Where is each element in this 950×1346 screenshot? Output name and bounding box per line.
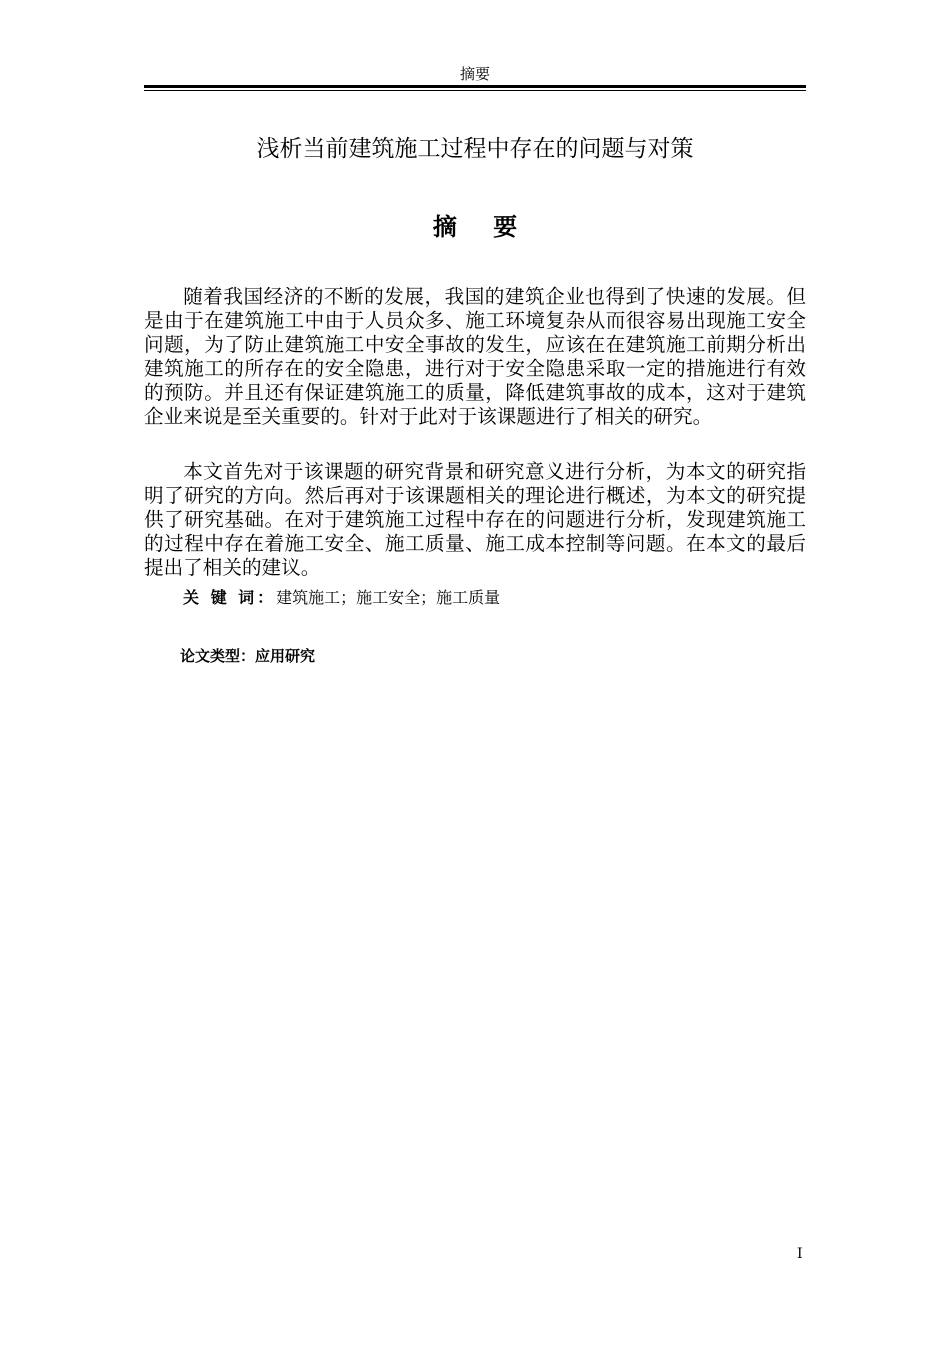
abstract-paragraph-1: 随着我国经济的不断的发展，我国的建筑企业也得到了快速的发展。但是由于在建筑施工中由于人员众多、施工环境复杂从而很容易出现施工安全问题，为了防止建筑施工中安全事故的发生，应该在在建筑施工前期分析出建筑施工的所存在的安全隐患，进行对于安全隐患采取一定的措施进行有效的预防。并且还有保证建筑施工的质量，降低建筑事故的成本，这对于建筑企业来说是至关重要的。针对于此对于该课题进行了相关的研究。 [144,285,806,428]
running-header: 摘要 [459,65,490,83]
header-rule-thin [144,90,806,91]
document-title: 浅析当前建筑施工过程中存在的问题与对策 [256,136,694,162]
page-number: I [797,1246,803,1262]
keywords-label: 关 键 词： [183,588,277,607]
paper-type: 论文类型：应用研究 [180,647,316,665]
abstract-heading: 摘 要 [432,213,532,241]
keywords-line [183,587,500,609]
keywords-value: 建筑施工；施工安全；施工质量 [276,588,501,607]
abstract-paragraph-2: 本文首先对于该课题的研究背景和研究意义进行分析，为本文的研究指明了研究的方向。然后再对于该课题相关的理论进行概述，为本文的研究提供了研究基础。在对于建筑施工过程中存在的问题进行分析，发现建筑施工的过程中存在着施工安全、施工质量、施工成本控制等问题。在本文的最后提出了相关的建议。 [144,460,806,579]
header-rule-thick [144,85,806,88]
